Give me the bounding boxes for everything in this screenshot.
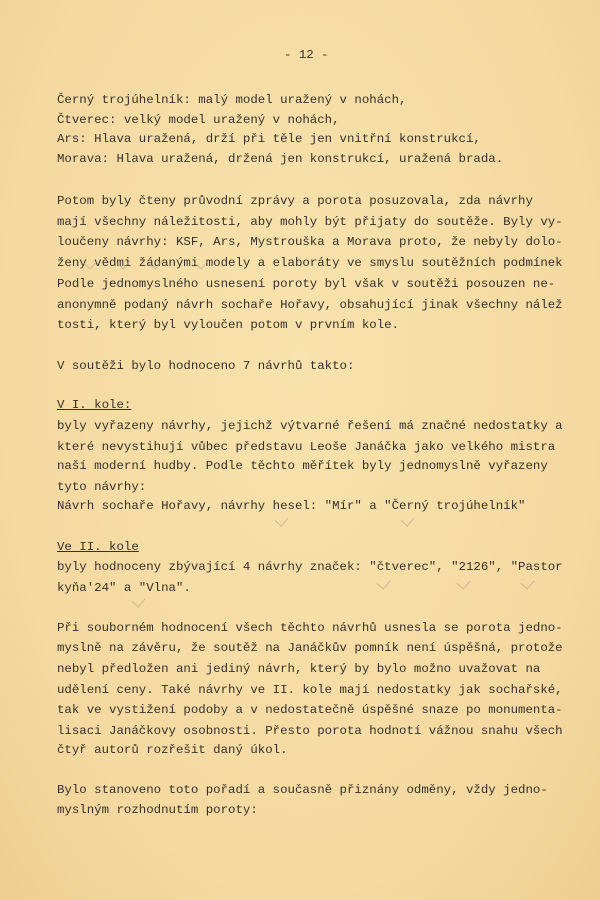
text-line: mají všechny náležitosti, aby mohly být přijaty do soutěže. Byly vy- (57, 215, 563, 229)
text-line: Návrh sochaře Hořavy, návrhy hesel: "Mír" a "Černý trojúhelník" (57, 499, 526, 513)
pencil-check-mark-icon (521, 575, 535, 589)
text-line: byly vyřazeny návrhy, jejichž výtvarné řešení má značné nedostatky a (57, 419, 563, 433)
text-line: které nevystihují vůbec představu Leoše Janáčka jako velkého mistra (57, 440, 556, 454)
text-line: Potom byly čteny průvodní zprávy a porota posuzovala, zda návrhy (57, 194, 533, 208)
pencil-check-mark-icon (457, 575, 471, 589)
text-line: Podle jednomyslného usnesení poroty byl však v soutěži posouzen ne- (57, 277, 556, 291)
text-line: kyňa'24" a "Vlna". (57, 581, 191, 595)
text-line: naší moderní hudby. Podle těchto měřítek byly jednomyslně vyřazeny (57, 459, 548, 473)
text-line: tosti, který byl vyloučen potom v prvním kole. (57, 318, 400, 332)
text-line: čtyř autorů rozřešit daný úkol. (57, 743, 288, 757)
text-line: ženy vědmi žádanými modely a elaboráty ve smyslu soutěžních podmínek (57, 256, 563, 270)
text-line: nebyl předložen ani jediný návrh, který by bylo možno uvažovat na (57, 662, 541, 676)
section-heading: Ve II. kole (57, 540, 139, 554)
text-line: myslným rozhodnutím poroty: (57, 803, 258, 817)
section-heading: V I. kole: (57, 398, 132, 412)
text-line: lisaci Janáčkovy osobnosti. Přesto porota hodnotí vážnou snahu všech (57, 724, 563, 738)
text-line: tyto návrhy: (57, 480, 147, 494)
text-line: tak ve vystižení podoby a v nedostatečně úspěšné snaze po monumenta- (57, 703, 563, 717)
text-line: Bylo stanoveno toto pořadí a současně přiznány odměny, vždy jedno- (57, 783, 548, 797)
pencil-check-mark-icon (377, 575, 391, 589)
pencil-check-mark-icon (401, 512, 415, 526)
text-line: anonymně podaný návrh sochaře Hořavy, obsahující jinak všechny nálež (57, 298, 563, 312)
text-line: Čtverec: velký model uražený v nohách, (57, 113, 340, 127)
text-line: loučeny návrhy: KSF, Ars, Mystrouška a Morava proto, že nebyly dolo- (57, 235, 563, 249)
text-line: byly hodnoceny zbývající 4 návrhy značek: "čtverec", "2126", "Pastor (57, 560, 563, 574)
page-number: - 12 - (284, 48, 329, 62)
text-line: Černý trojúhelník: malý model uražený v nohách, (57, 93, 407, 107)
text-line: Ars: Hlava uražená, drží při těle jen vnitřní konstrukcí, (57, 132, 481, 146)
summary-line: V soutěži bylo hodnoceno 7 návrhů takto: (57, 359, 355, 373)
text-line: Morava: Hlava uražená, držená jen konstrukcí, uražená brada. (57, 152, 504, 166)
pencil-check-mark-icon (275, 512, 289, 526)
text-line: myslně na závěru, že soutěž na Janáčkův pomník není úspěšná, protože (57, 641, 563, 655)
text-line: udělení ceny. Také návrhy ve II. kole mají nedostatky jak sochařské, (57, 683, 563, 697)
text-line: Při souborném hodnocení všech těchto návrhů usnesla se porota jedno- (57, 621, 563, 635)
